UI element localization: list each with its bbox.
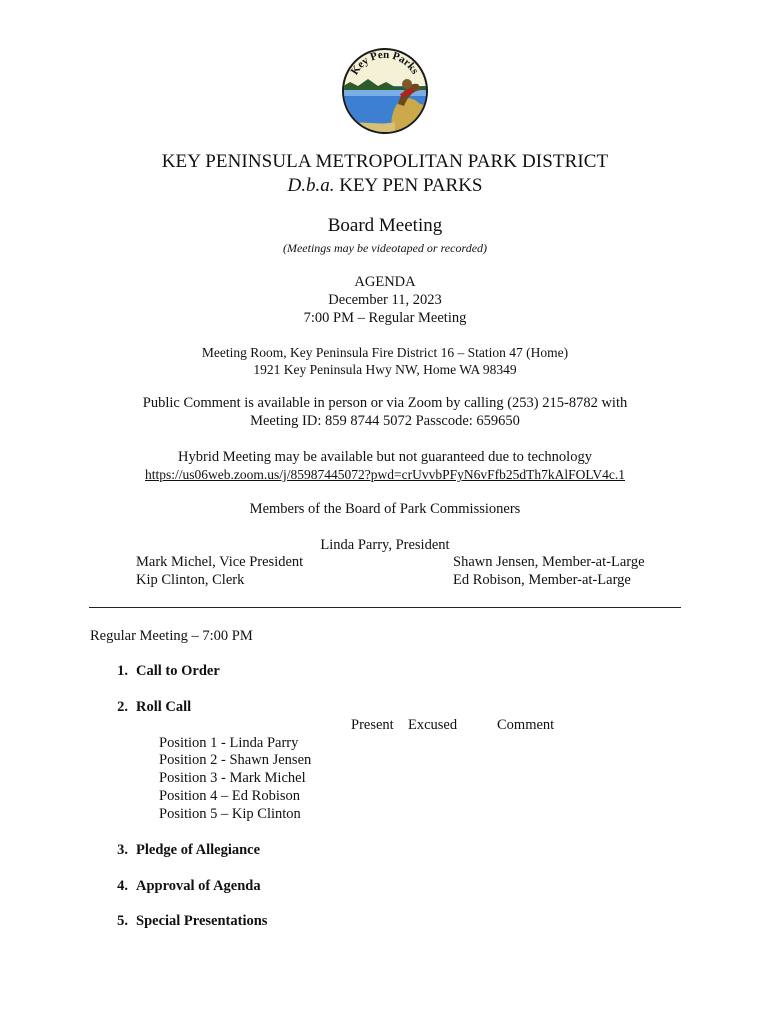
board-member-clerk: Kip Clinton, Clerk [136, 572, 245, 588]
agenda-item [105, 842, 260, 859]
roll-call-col-comment: Comment [497, 717, 555, 733]
board-member-at-large-1: Shawn Jensen, Member-at-Large [453, 554, 645, 570]
roll-call-position: Position 3 - Mark Michel [159, 770, 306, 786]
key-pen-parks-logo [340, 46, 430, 136]
section-divider [89, 607, 681, 608]
agenda-item-number: 1. [117, 663, 128, 679]
dba-line [0, 175, 770, 197]
dba-name: KEY PEN PARKS [339, 175, 483, 196]
public-comment-line-1: Public Comment is available in person or via Zoom by calling (253) 215-8782 with [142, 395, 628, 411]
agenda-item [105, 913, 267, 930]
agenda-item-number: 5. [117, 913, 128, 929]
public-comment-line-2: Meeting ID: 859 8744 5072 Passcode: 659650 [250, 413, 520, 429]
agenda-item-number: 2. [117, 699, 128, 715]
agenda-item [105, 878, 261, 895]
agenda-item-number: 3. [117, 842, 128, 858]
agenda-label: AGENDA [354, 274, 416, 290]
board-heading: Members of the Board of Park Commissioners [249, 501, 521, 517]
agenda-item-label: Special Presentations [136, 913, 268, 929]
zoom-link[interactable]: https://us06web.zoom.us/j/85987445072?pwd=crUvvbPFyN6vFfb25dTh7kAlFOLV4c.1 [145, 467, 625, 482]
roll-call-position: Position 4 – Ed Robison [159, 788, 300, 804]
agenda-item-label: Approval of Agenda [136, 878, 261, 894]
location-line-2: 1921 Key Peninsula Hwy NW, Home WA 98349 [253, 362, 517, 377]
location-line-1: Meeting Room, Key Peninsula Fire District 16 – Station 47 (Home) [201, 345, 569, 360]
board-president: Linda Parry, President [320, 537, 450, 553]
dba-prefix: D.b.a. [287, 175, 335, 196]
agenda-item-label: Call to Order [136, 663, 220, 679]
svg-text:Key Pen Parks: Key Pen Parks [348, 48, 421, 78]
board-member-at-large-2: Ed Robison, Member-at-Large [453, 572, 631, 588]
roll-call-position: Position 1 - Linda Parry [159, 735, 299, 751]
hybrid-note: Hybrid Meeting may be available but not guaranteed due to technology [178, 449, 592, 465]
agenda-item [105, 663, 220, 680]
agenda-date: December 11, 2023 [328, 292, 442, 308]
roll-call-col-present: Present [351, 717, 394, 733]
zoom-link-row [0, 466, 770, 484]
roll-call-position: Position 2 - Shawn Jensen [159, 752, 312, 768]
roll-call-col-excused: Excused [408, 717, 458, 733]
recording-note: (Meetings may be videotaped or recorded) [282, 241, 488, 255]
regular-meeting-heading: Regular Meeting – 7:00 PM [90, 628, 253, 644]
meeting-title: Board Meeting [327, 215, 443, 236]
agenda-item-label: Roll Call [136, 699, 192, 715]
agenda-item-label: Pledge of Allegiance [136, 842, 261, 858]
agenda-item-number: 4. [117, 878, 128, 894]
roll-call-position: Position 5 – Kip Clinton [159, 806, 301, 822]
agenda-time: 7:00 PM – Regular Meeting [303, 310, 467, 326]
board-member-vice-president: Mark Michel, Vice President [136, 554, 304, 570]
org-title: KEY PENINSULA METROPOLITAN PARK DISTRICT [161, 151, 609, 172]
agenda-item [105, 699, 191, 716]
